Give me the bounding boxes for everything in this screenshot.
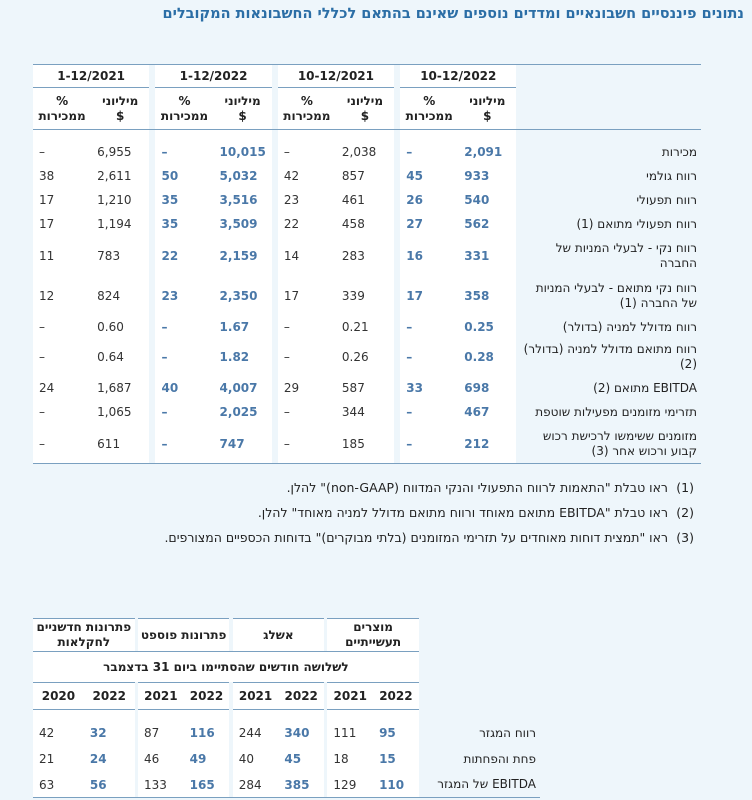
- row-label: רווח תפעולי: [636, 192, 697, 207]
- unit-header: [214, 88, 272, 130]
- value-cell: 6,955: [91, 140, 149, 164]
- row-label: רווח תפעולי מתואם (1): [576, 216, 697, 231]
- percent-cell: 22: [155, 236, 213, 276]
- value-cell: 1,687: [91, 376, 149, 400]
- value-cell: 116: [184, 720, 230, 746]
- period-header: 1-12/2021: [33, 64, 149, 88]
- segment-group-header: פתרונות פוספט: [138, 618, 229, 651]
- unit-label: מיליוני: [102, 93, 139, 108]
- value-cell: 344: [336, 400, 394, 424]
- percent-cell: 22: [278, 212, 336, 236]
- segment-group-header: מוצרים תעשייתיים: [327, 618, 418, 651]
- value-cell: 49: [184, 746, 230, 772]
- row-label: רווח נקי מתואם - לבעלי המניות של החברה (1): [535, 281, 697, 310]
- value-cell: 56: [84, 772, 135, 798]
- value-cell: 165: [184, 772, 230, 798]
- footnote: [164, 480, 694, 495]
- unit-label: $: [116, 108, 125, 123]
- percent-cell: 17: [33, 212, 91, 236]
- percent-cell: –: [33, 400, 91, 424]
- value-cell: 24: [84, 746, 135, 772]
- percent-cell: 14: [278, 236, 336, 276]
- value-cell: 0.21: [336, 316, 394, 338]
- percent-cell: 33: [400, 376, 458, 400]
- percent-cell: –: [278, 400, 336, 424]
- value-cell: 40: [233, 746, 279, 772]
- pct-label: ממכירות: [160, 108, 209, 123]
- value-cell: 824: [91, 276, 149, 316]
- table-row: [33, 376, 701, 400]
- value-cell: 611: [91, 424, 149, 464]
- value-cell: 3,516: [214, 188, 272, 212]
- value-cell: 933: [458, 164, 516, 188]
- percent-cell: –: [400, 424, 458, 464]
- value-cell: 857: [336, 164, 394, 188]
- percent-cell: 27: [400, 212, 458, 236]
- value-cell: 340: [278, 720, 324, 746]
- table-row: [33, 720, 540, 746]
- value-cell: 467: [458, 400, 516, 424]
- unit-label: מיליוני: [224, 93, 261, 108]
- table-row: [33, 140, 701, 164]
- segment-group-header: אשלג: [233, 618, 324, 651]
- footnote-text: ראו טבלת "EBITDA מתואם מאוחד ורווח מתואם מדולל למניה מאוחד" להלן.: [257, 505, 668, 520]
- percent-cell: –: [400, 338, 458, 376]
- percent-cell: –: [33, 338, 91, 376]
- table-row: [33, 188, 701, 212]
- value-cell: 185: [336, 424, 394, 464]
- pct-header: [33, 88, 91, 130]
- value-cell: 45: [278, 746, 324, 772]
- value-cell: 2,091: [458, 140, 516, 164]
- value-cell: 0.60: [91, 316, 149, 338]
- unit-header: [336, 88, 394, 130]
- value-cell: 1.82: [214, 338, 272, 376]
- pct-label: ממכירות: [283, 108, 331, 123]
- value-cell: 1,194: [91, 212, 149, 236]
- segment-table: [33, 618, 540, 798]
- percent-cell: –: [400, 140, 458, 164]
- pct-header: [278, 88, 336, 130]
- pct-label: %: [423, 93, 436, 108]
- year-header: 2021: [138, 682, 184, 710]
- unit-label: מיליוני: [346, 93, 384, 108]
- percent-cell: –: [278, 316, 336, 338]
- segment-caption: לשלושה חודשים שהסתיימו ביום 31 בדצמבר: [33, 651, 419, 682]
- row-label: רווח מדולל למניה (בדולר): [562, 319, 697, 334]
- value-cell: 540: [458, 188, 516, 212]
- percent-cell: 12: [33, 276, 91, 316]
- row-label: רווח גולמי: [646, 168, 697, 183]
- value-cell: 212: [458, 424, 516, 464]
- percent-cell: –: [278, 338, 336, 376]
- value-cell: 63: [33, 772, 84, 798]
- year-header: 2021: [327, 682, 373, 710]
- pct-label: %: [56, 93, 69, 108]
- value-cell: 95: [373, 720, 419, 746]
- value-cell: 331: [458, 236, 516, 276]
- value-cell: 0.64: [91, 338, 149, 376]
- unit-label: $: [238, 108, 247, 123]
- value-cell: 783: [91, 236, 149, 276]
- table-row: [33, 746, 540, 772]
- value-cell: 244: [233, 720, 279, 746]
- value-cell: 2,038: [336, 140, 394, 164]
- percent-cell: 17: [278, 276, 336, 316]
- value-cell: 461: [336, 188, 394, 212]
- percent-cell: 16: [400, 236, 458, 276]
- table-row: [33, 236, 701, 276]
- percent-cell: –: [278, 424, 336, 464]
- value-cell: 587: [336, 376, 394, 400]
- year-header: 2022: [373, 682, 419, 710]
- value-cell: 0.25: [458, 316, 516, 338]
- value-cell: 5,032: [214, 164, 272, 188]
- percent-cell: –: [155, 316, 213, 338]
- pct-header: [400, 88, 458, 130]
- row-label: EBITDA של המגזר: [422, 772, 540, 798]
- value-cell: 42: [33, 720, 84, 746]
- value-cell: 110: [373, 772, 419, 798]
- percent-cell: –: [278, 140, 336, 164]
- row-label: רווח מתואם מדולל למניה (בדולר) (2): [523, 342, 697, 371]
- table-row: [33, 772, 540, 798]
- year-header: 2021: [233, 682, 279, 710]
- percent-cell: 23: [155, 276, 213, 316]
- percent-cell: 42: [278, 164, 336, 188]
- percent-cell: –: [33, 424, 91, 464]
- row-label: פחת והפחתות: [463, 751, 536, 766]
- value-cell: 747: [214, 424, 272, 464]
- table-row: [33, 400, 701, 424]
- value-cell: 10,015: [214, 140, 272, 164]
- value-cell: 87: [138, 720, 184, 746]
- percent-cell: –: [155, 338, 213, 376]
- value-cell: 1,065: [91, 400, 149, 424]
- value-cell: 2,025: [214, 400, 272, 424]
- row-label: EBITDA מתואם (2): [593, 380, 697, 395]
- year-header: 2020: [33, 682, 84, 710]
- footnote-number: (2): [676, 505, 694, 520]
- pct-label: %: [178, 93, 191, 108]
- value-cell: 0.28: [458, 338, 516, 376]
- row-label: מזומנים ששימשו לרכישת רכוש קבוע ורכוש אחר (3): [523, 424, 701, 464]
- financial-table-body: [33, 130, 701, 464]
- value-cell: 4,007: [214, 376, 272, 400]
- row-label: רווח נקי - לבעלי המניות של החברה: [555, 241, 697, 270]
- footnote: [164, 505, 694, 520]
- table-row: [33, 316, 701, 338]
- percent-cell: 23: [278, 188, 336, 212]
- year-header: 2022: [84, 682, 135, 710]
- percent-cell: 17: [400, 276, 458, 316]
- percent-cell: 35: [155, 212, 213, 236]
- pct-header: [155, 88, 213, 130]
- value-cell: 111: [327, 720, 373, 746]
- percent-cell: 35: [155, 188, 213, 212]
- pct-label: ממכירות: [405, 108, 453, 123]
- financial-table: [33, 64, 701, 464]
- percent-cell: 17: [33, 188, 91, 212]
- unit-header: [91, 88, 149, 130]
- percent-cell: –: [155, 424, 213, 464]
- year-header: 2022: [184, 682, 230, 710]
- percent-cell: –: [33, 140, 91, 164]
- value-cell: 358: [458, 276, 516, 316]
- table-row: [33, 276, 701, 316]
- row-label: רווח המגזר: [479, 725, 536, 740]
- percent-cell: 40: [155, 376, 213, 400]
- table-row: [33, 212, 701, 236]
- percent-cell: –: [33, 316, 91, 338]
- footnote-text: ראו טבלת "התאמות לרווח התפעולי והנקי המדווח (non-GAAP)" להלן.: [286, 480, 668, 495]
- unit-label: $: [483, 108, 492, 123]
- period-header: 10-12/2021: [278, 64, 394, 88]
- table-row: [33, 424, 701, 464]
- percent-cell: 11: [33, 236, 91, 276]
- segment-table-body: [33, 720, 540, 798]
- table-row: [33, 164, 701, 188]
- pct-label: %: [300, 93, 313, 108]
- value-cell: 2,350: [214, 276, 272, 316]
- unit-label: מיליוני: [469, 93, 506, 108]
- value-cell: 15: [373, 746, 419, 772]
- value-cell: 385: [278, 772, 324, 798]
- row-label: מכירות: [661, 144, 697, 159]
- percent-cell: 50: [155, 164, 213, 188]
- footnote-text: ראו "תמצית דוחות מאוחדים על תזרימי המזומנים (בלתי מבוקרים)" בדוחות הכספיים המצורפים.: [164, 530, 668, 545]
- percent-cell: –: [155, 400, 213, 424]
- period-header: 1-12/2022: [155, 64, 271, 88]
- value-cell: 0.26: [336, 338, 394, 376]
- percent-cell: –: [155, 140, 213, 164]
- value-cell: 129: [327, 772, 373, 798]
- value-cell: 283: [336, 236, 394, 276]
- percent-cell: 26: [400, 188, 458, 212]
- value-cell: 284: [233, 772, 279, 798]
- percent-cell: 29: [278, 376, 336, 400]
- footnote-number: (1): [676, 480, 694, 495]
- value-cell: 2,611: [91, 164, 149, 188]
- footnote-number: (3): [676, 530, 694, 545]
- value-cell: 562: [458, 212, 516, 236]
- value-cell: 32: [84, 720, 135, 746]
- pct-label: ממכירות: [38, 108, 86, 123]
- value-cell: 2,159: [214, 236, 272, 276]
- percent-cell: –: [400, 316, 458, 338]
- percent-cell: –: [400, 400, 458, 424]
- table-row: [33, 338, 701, 376]
- value-cell: 698: [458, 376, 516, 400]
- percent-cell: 38: [33, 164, 91, 188]
- unit-header: [458, 88, 516, 130]
- footnote: [164, 530, 694, 545]
- unit-label: $: [360, 108, 370, 123]
- period-header: 10-12/2022: [400, 64, 516, 88]
- value-cell: 133: [138, 772, 184, 798]
- value-cell: 1,210: [91, 188, 149, 212]
- value-cell: 46: [138, 746, 184, 772]
- percent-cell: 24: [33, 376, 91, 400]
- year-header: 2022: [278, 682, 324, 710]
- row-label: תזרימי מזומנים מפעילות שוטפת: [535, 404, 697, 419]
- value-cell: 21: [33, 746, 84, 772]
- value-cell: 3,509: [214, 212, 272, 236]
- percent-cell: 45: [400, 164, 458, 188]
- value-cell: 18: [327, 746, 373, 772]
- value-cell: 339: [336, 276, 394, 316]
- page-title: נתונים פיננסיים חשבונאיים ומדדים נוספים שאינם בהתאם לכללי החשבונאות המקובלים: [162, 6, 744, 22]
- segment-group-header: פתרונות חדשניים לחקלאות: [33, 618, 135, 651]
- value-cell: 458: [336, 212, 394, 236]
- footnotes: [164, 480, 694, 555]
- value-cell: 1.67: [214, 316, 272, 338]
